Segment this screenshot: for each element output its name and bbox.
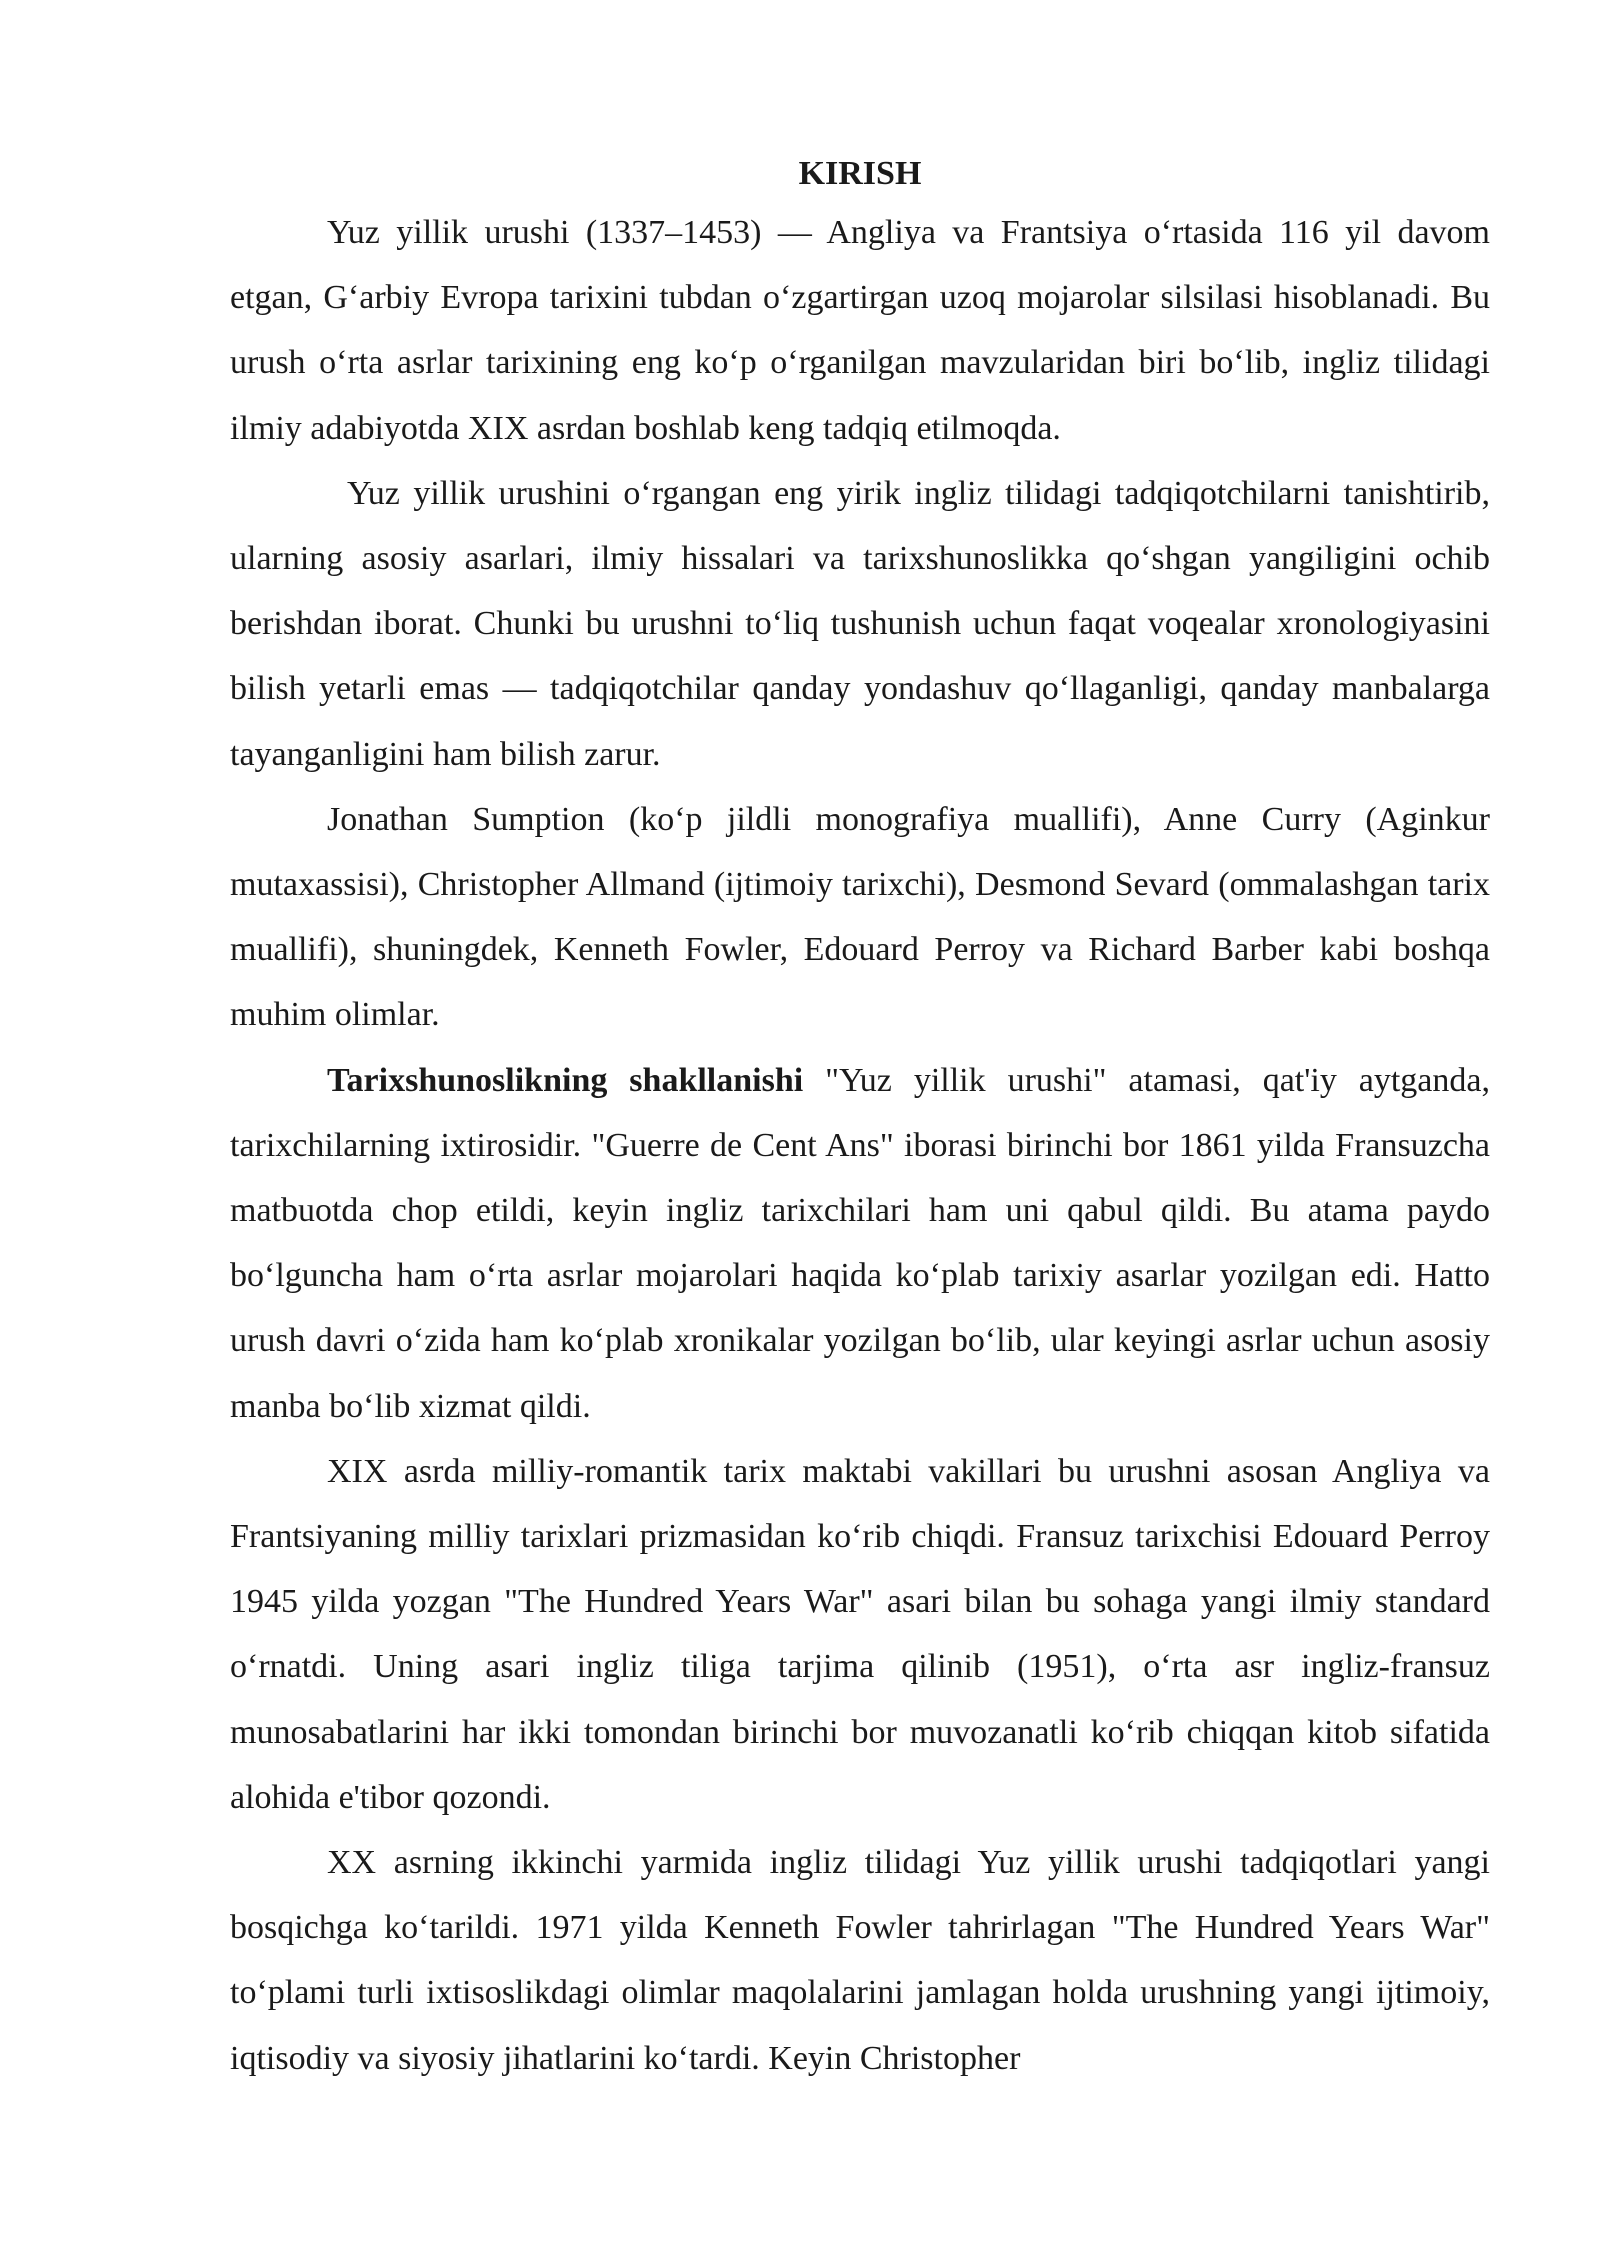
paragraph-historiography [230, 1048, 1490, 1439]
paragraph-nineteenth-century: XIX asrda milliy-romantik tarix maktabi vakillari bu urushni asosan Angliya va Frantsiyaning milliy tarixlari prizmasidan ko‘rib chiqdi. Fransuz tarixchisi Edouard Perroy 1945 yilda yozgan "The Hundred Years War" asari bilan bu sohaga yangi ilmiy standard o‘rnatdi. Uning asari ingliz tiliga tarjima qilinib (1951), o‘rta asr ingliz-fransuz munosabatlarini har ikki tomondan birinchi bor muvozanatli ko‘rib chiqqan kitob sifatida alohida e'tibor qozondi. [230, 1452, 1490, 1816]
paragraph-aim: Yuz yillik urushini o‘rgangan eng yirik ingliz tilidagi tadqiqotchilarni tanishtirib, ularning asosiy asarlari, ilmiy hissalari va tarixshunoslikka qo‘shgan yangiligini ochib berishdan iborat. Chunki bu urushni to‘liq tushunish uchun faqat voqealar xronologiyasini bilish yetarli emas — tadqiqotchilar qanday yondashuv qo‘llaganligi, qanday manbalarga tayanganligini ham bilish zarur. [230, 474, 1490, 773]
section-heading-inline: Tarixshunoslikning shakllanishi [327, 1061, 804, 1099]
page-title: KIRISH [798, 155, 922, 192]
paragraph-scholars: Jonathan Sumption (ko‘p jildli monografiya muallifi), Anne Curry (Aginkur mutaxassisi), Christopher Allmand (ijtimoiy tarixchi), Desmond Sevard (ommalashgan tarix muallifi), shuningdek, Kenneth Fowler, Edouard Perroy va Richard Barber kabi boshqa muhim olimlar. [230, 800, 1490, 1034]
document-body [230, 148, 1490, 2091]
paragraph-intro: Yuz yillik urushi (1337–1453) — Angliya va Frantsiya o‘rtasida 116 yil davom etgan, G‘arbiy Evropa tarixini tubdan o‘zgartirgan uzoq mojarolar silsilasi hisoblanadi. Bu urush o‘rta asrlar tarixining eng ko‘p o‘rganilgan mavzularidan biri bo‘lib, ingliz tilidagi ilmiy adabiyotda XIX asrdan boshlab keng tadqiq etilmoqda. [230, 214, 1490, 447]
paragraph-twentieth-century: XX asrning ikkinchi yarmida ingliz tilidagi Yuz yillik urushi tadqiqotlari yangi bosqichga ko‘tarildi. 1971 yilda Kenneth Fowler tahrirlagan "The Hundred Years War" to‘plami turli ixtisoslikdagi olimlar maqolalarini jamlagan holda urushning yangi ijtimoiy, iqtisodiy va siyosiy jihatlarini ko‘tardi. Keyin Christopher [230, 1844, 1490, 2077]
paragraph-historiography-text: "Yuz yillik urushi" atamasi, qat'iy aytganda, tarixchilarning ixtirosidir. "Guerre de Cent Ans" iborasi birinchi bor 1861 yilda Fransuzcha matbuotda chop etildi, keyin ingliz tarixchilari ham uni qabul qildi. Bu atama paydo bo‘lguncha ham o‘rta asrlar mojarolari haqida ko‘plab tarixiy asarlar yozilgan edi. Hatto urush davri o‘zida ham ko‘plab xronikalar yozilgan bo‘lib, ular keyingi asrlar uchun asosiy manba bo‘lib xizmat qildi. [230, 1061, 1490, 1425]
